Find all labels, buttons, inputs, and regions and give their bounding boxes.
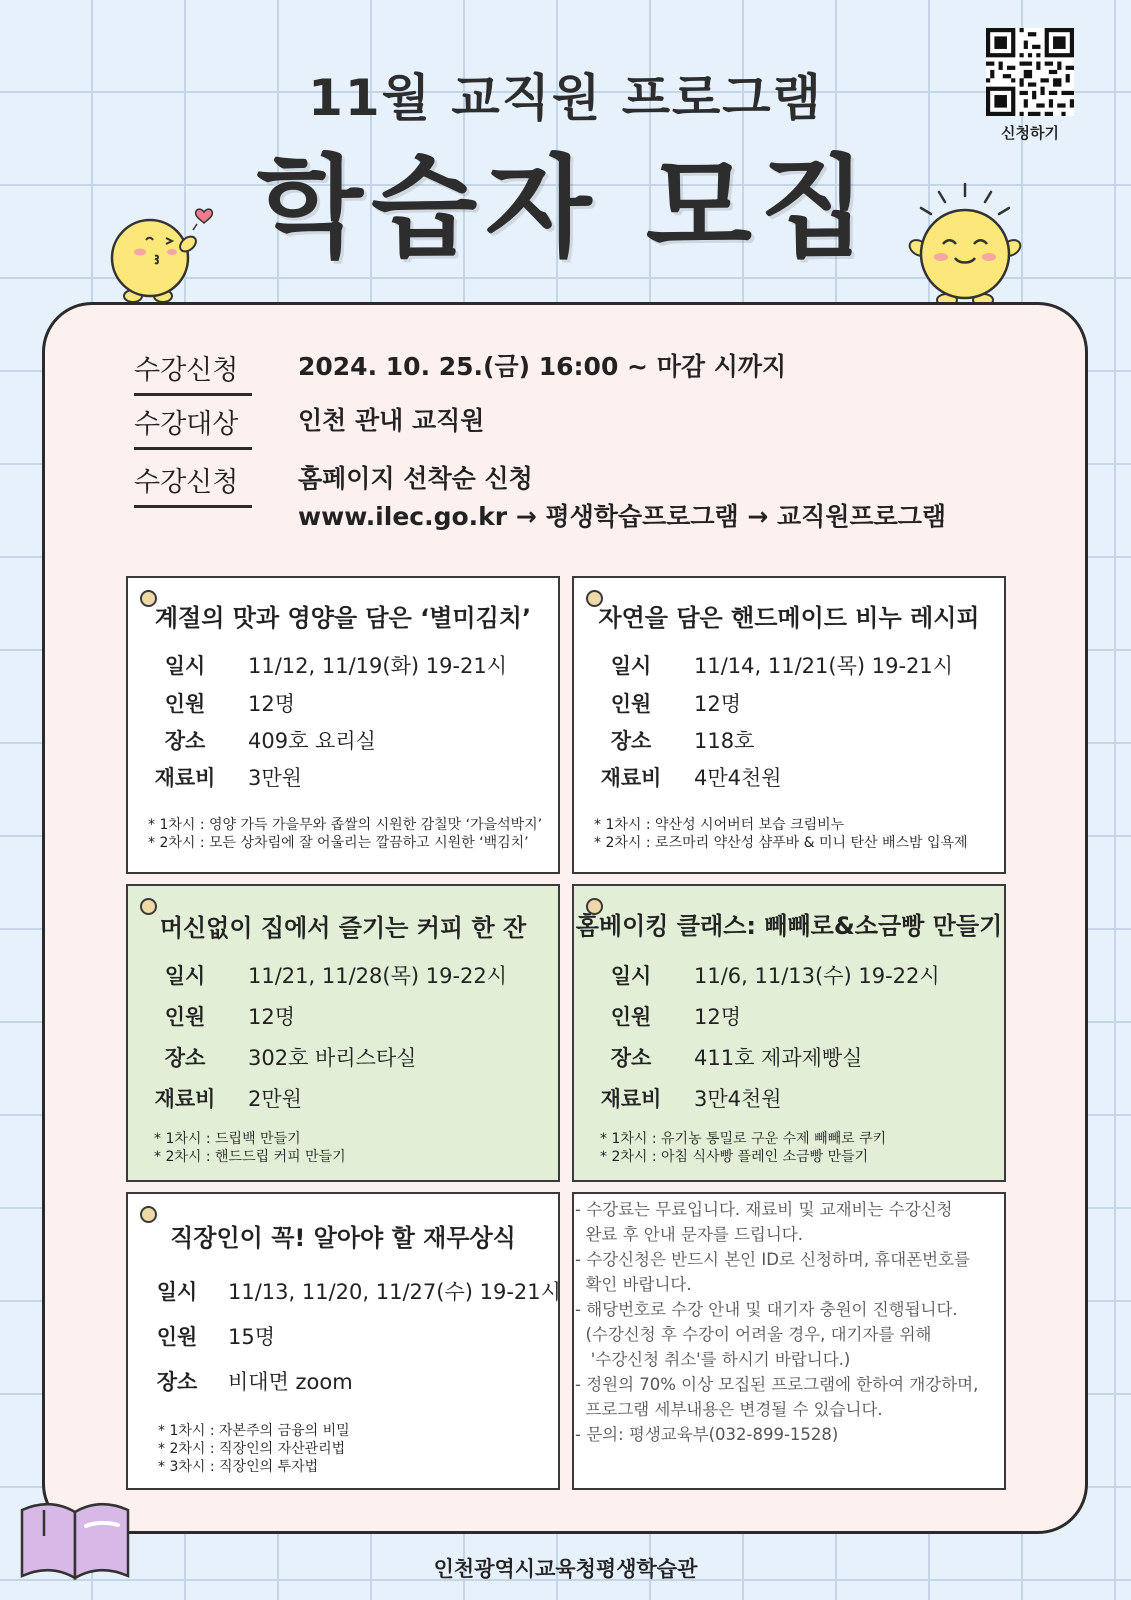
program-card-baking — [572, 884, 1006, 1182]
qr-signup[interactable] — [986, 28, 1074, 143]
detail-value: 11/21, 11/28(목) 19-22시 — [248, 964, 508, 988]
notice-line: - 정원의 70% 이상 모집된 프로그램에 한하여 개강하며, — [575, 1375, 979, 1394]
detail-value: 12명 — [694, 692, 742, 716]
detail-value: 비대면 zoom — [228, 1370, 353, 1394]
info-value: 홈페이지 선착순 신청 — [298, 464, 533, 493]
detail-value: 3만4천원 — [694, 1087, 782, 1111]
session-note: * 3차시 : 직장인의 투자법 — [158, 1459, 319, 1475]
program-title: 자연을 담은 핸드메이드 비누 레시피 — [598, 604, 980, 632]
program-title: 홈베이킹 클래스: 빼빼로&소금빵 만들기 — [575, 912, 1003, 940]
notice-line: (수강신청 후 수강이 어려울 경우, 대기자를 위해 — [575, 1325, 932, 1344]
detail-label: 일시 — [610, 654, 652, 678]
detail-value: 118호 — [694, 729, 755, 753]
info-label: 수강신청 — [134, 460, 252, 508]
detail-value: 4만4천원 — [694, 766, 782, 790]
session-note: * 1차시 : 자본주의 금융의 비밀 — [158, 1423, 350, 1439]
detail-value: 11/13, 11/20, 11/27(수) 19-21시 — [228, 1280, 561, 1304]
program-title: 머신없이 집에서 즐기는 커피 한 잔 — [159, 914, 527, 942]
detail-label: 일시 — [164, 964, 206, 988]
detail-label: 장소 — [610, 1046, 652, 1070]
session-note: * 2차시 : 아침 식사빵 플레인 소금빵 만들기 — [600, 1149, 869, 1165]
detail-label: 인원 — [156, 1325, 198, 1349]
info-label: 수강대상 — [134, 402, 252, 450]
footer-organization: 인천광역시교육청평생학습관 — [433, 1557, 698, 1581]
session-note: * 2차시 : 직장인의 자산관리법 — [158, 1441, 346, 1457]
notice-line: 확인 바랍니다. — [575, 1275, 692, 1294]
session-notes — [594, 816, 968, 852]
detail-value: 15명 — [228, 1325, 276, 1349]
detail-label: 장소 — [164, 729, 206, 753]
notice-text — [575, 1197, 985, 1447]
happy-mascot-icon — [905, 182, 1025, 312]
info-label: 수강신청 — [134, 348, 252, 396]
detail-value: 3만원 — [248, 766, 302, 790]
session-notes — [154, 1130, 346, 1166]
page-title: 학습자 모집 — [256, 144, 875, 272]
detail-value: 11/6, 11/13(수) 19-22시 — [694, 964, 940, 988]
program-title: 직장인이 꼭! 알아야 할 재무상식 — [170, 1224, 516, 1252]
detail-value: 409호 요리실 — [248, 729, 376, 753]
session-notes — [158, 1422, 350, 1476]
detail-value: 12명 — [248, 692, 296, 716]
qr-label[interactable]: 신청하기 — [1001, 124, 1059, 142]
detail-value: 411호 제과제빵실 — [694, 1046, 863, 1070]
session-note: * 1차시 : 유기농 통밀로 구운 수제 빼빼로 쿠키 — [600, 1131, 887, 1147]
detail-label: 일시 — [156, 1280, 198, 1304]
notice-line: - 문의: 평생교육부(032-899-1528) — [575, 1425, 839, 1444]
notice-line: - 수강료는 무료입니다. 재료비 및 교재비는 수강신청 — [575, 1200, 953, 1219]
program-title: 계절의 맛과 영양을 담은 ‘별미김치’ — [154, 604, 532, 632]
detail-label: 인원 — [164, 692, 206, 716]
detail-label: 인원 — [610, 1005, 652, 1029]
notice-line: - 해당번호로 수강 안내 및 대기자 충원이 진행됩니다. — [575, 1300, 958, 1319]
detail-value: 11/12, 11/19(화) 19-21시 — [248, 654, 508, 678]
session-note: * 1차시 : 드립백 만들기 — [154, 1131, 301, 1147]
kissing-mascot-icon — [108, 200, 218, 310]
detail-label: 장소 — [610, 729, 652, 753]
detail-label: 일시 — [164, 654, 206, 678]
program-card-coffee — [126, 884, 560, 1182]
session-note: * 2차시 : 모든 상차림에 잘 어울리는 깔끔하고 시원한 ‘백김치’ — [148, 835, 529, 851]
detail-label: 장소 — [164, 1046, 206, 1070]
notice-line: 프로그램 세부내용은 변경될 수 있습니다. — [575, 1400, 883, 1419]
info-value: 인천 관내 교직원 — [298, 406, 485, 435]
detail-label: 재료비 — [600, 1087, 662, 1111]
detail-label: 재료비 — [600, 766, 662, 790]
detail-value: 2만원 — [248, 1087, 302, 1111]
detail-value: 302호 바리스타실 — [248, 1046, 417, 1070]
detail-value: 12명 — [248, 1005, 296, 1029]
notice-line: 완료 후 안내 문자를 드립니다. — [575, 1225, 803, 1244]
program-card-soap — [572, 576, 1006, 874]
detail-label: 장소 — [156, 1370, 198, 1394]
session-note: * 2차시 : 로즈마리 약산성 샴푸바 & 미니 탄산 배스밤 입욕제 — [594, 835, 968, 851]
program-card-finance — [126, 1192, 560, 1490]
session-note: * 2차시 : 핸드드립 커피 만들기 — [154, 1149, 346, 1165]
session-notes — [600, 1130, 886, 1166]
notice-line: - 수강신청은 반드시 본인 ID로 신청하며, 휴대폰번호를 — [575, 1250, 970, 1269]
program-card-kimchi — [126, 576, 560, 874]
info-value: 2024. 10. 25.(금) 16:00 ~ 마감 시까지 — [298, 352, 787, 381]
session-notes — [148, 816, 542, 852]
detail-value: 11/14, 11/21(목) 19-21시 — [694, 654, 954, 678]
session-note: * 1차시 : 약산성 시어버터 보습 크림비누 — [594, 817, 845, 833]
qr-code-icon[interactable] — [986, 28, 1074, 116]
detail-value: 12명 — [694, 1005, 742, 1029]
detail-label: 재료비 — [154, 766, 216, 790]
homepage-link[interactable]: www.ilec.go.kr → 평생학습프로그램 → 교직원프로그램 — [298, 502, 947, 531]
detail-label: 인원 — [610, 692, 652, 716]
session-note: * 1차시 : 영양 가득 가을무와 좁쌀의 시원한 감칠맛 ‘가을석박지’ — [148, 817, 543, 833]
detail-label: 재료비 — [154, 1087, 216, 1111]
detail-label: 인원 — [164, 1005, 206, 1029]
notice-line: '수강신청 취소'를 하시기 바랍니다.) — [575, 1350, 851, 1369]
detail-label: 일시 — [610, 964, 652, 988]
subtitle: 11월 교직원 프로그램 — [308, 69, 823, 127]
